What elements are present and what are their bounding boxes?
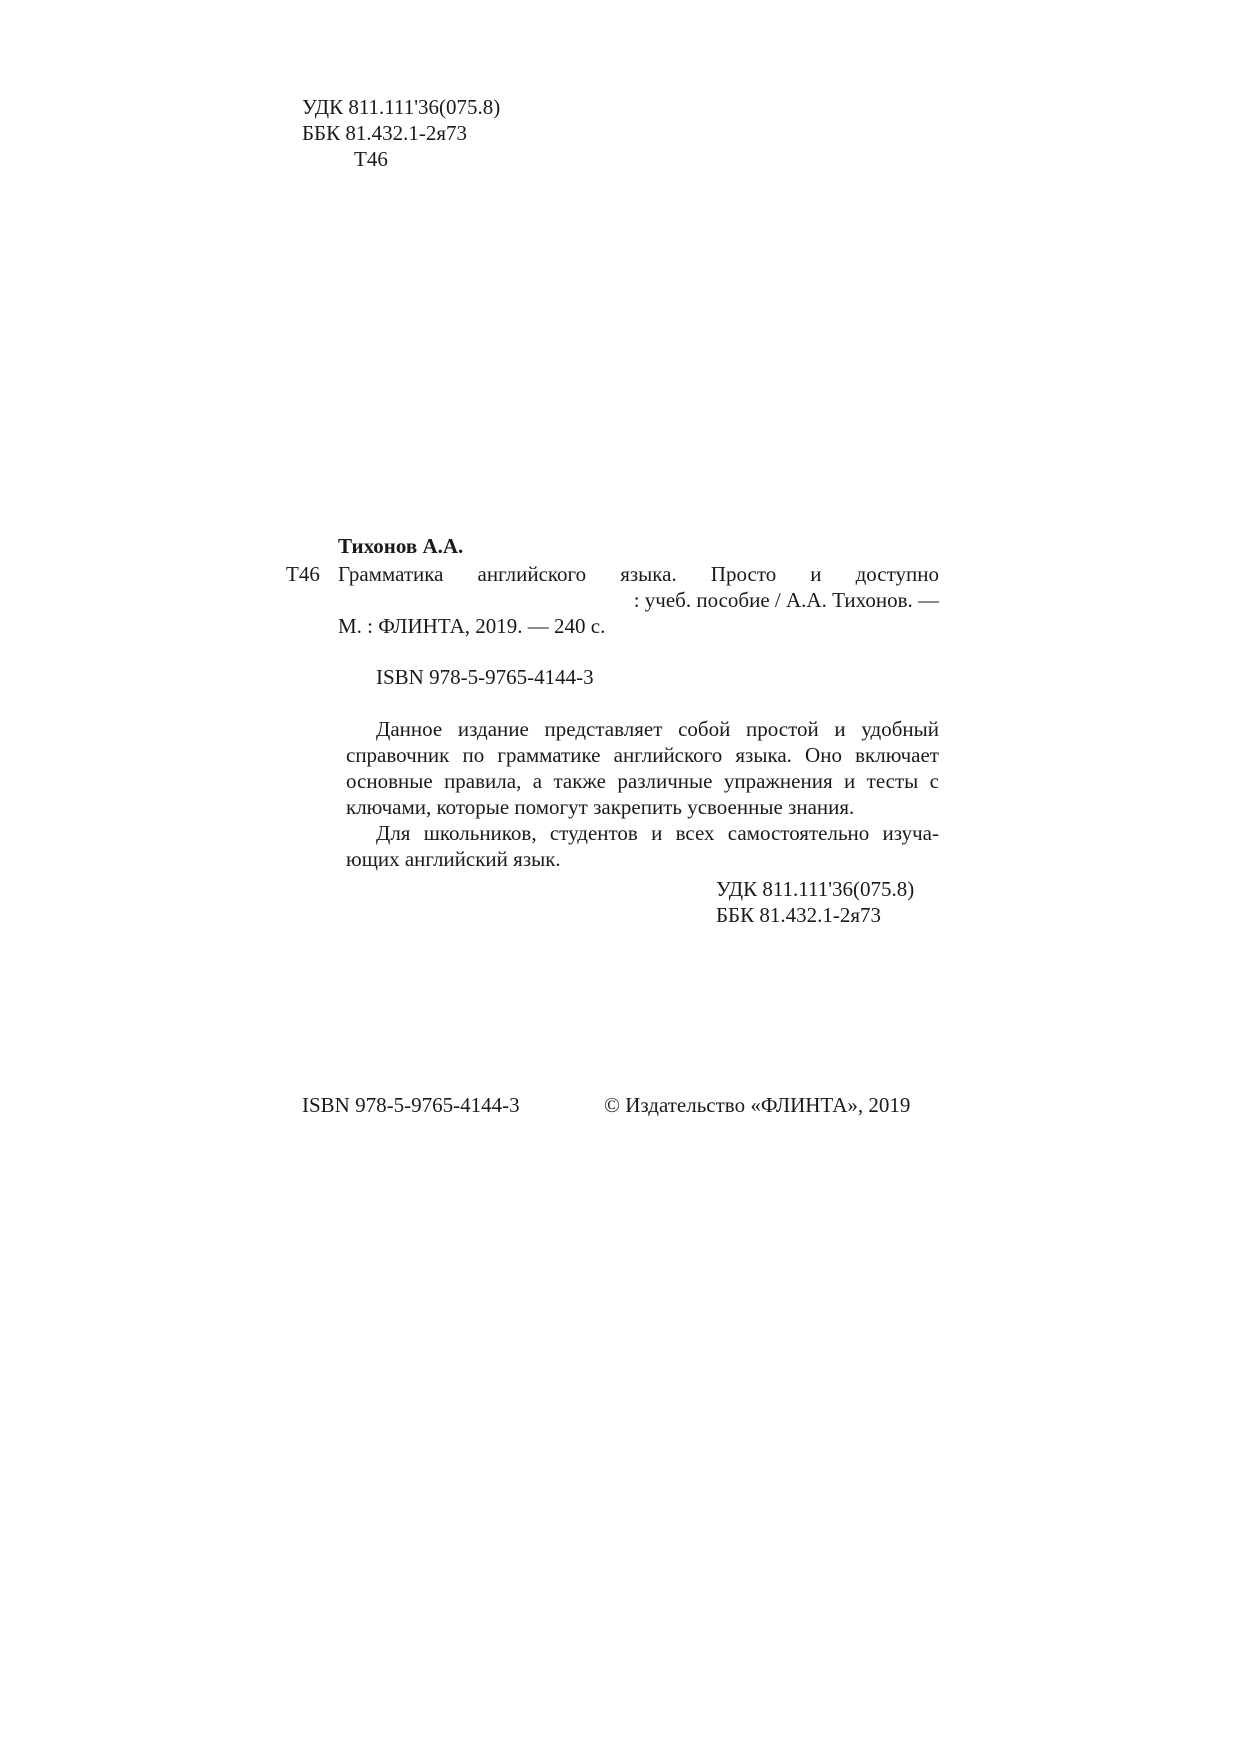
annotation-line: Для школьников, студентов и всех самостоятельно изуча- [376, 821, 939, 845]
annotation-line: Данное издание представляет собой простой и удобный [376, 717, 939, 741]
footer-copyright: © Издательство «ФЛИНТА», 2019 [604, 1093, 911, 1117]
annotation-line: справочник по грамматике английского языка. Оно включает [346, 743, 939, 767]
author-mark-top: Т46 [354, 147, 388, 171]
bibliographic-title [338, 561, 939, 613]
bbk-code-top: ББК 81.432.1-2я73 [302, 121, 468, 145]
bbk-code-bottom: ББК 81.432.1-2я73 [716, 903, 882, 927]
author-mark: Т46 [286, 562, 320, 586]
publication-info: М. : ФЛИНТА, 2019. — 240 с. [338, 614, 606, 638]
isbn-record: ISBN 978-5-9765-4144-3 [376, 665, 594, 689]
udk-code-top: УДК 811.111'36(075.8) [302, 95, 501, 119]
author-name: Тихонов А.А. [338, 534, 464, 558]
title-line-1: Грамматика английского языка. Просто и доступно [338, 562, 939, 586]
annotation [346, 716, 939, 872]
footer-isbn: ISBN 978-5-9765-4144-3 [302, 1093, 520, 1117]
title-line-2: : учеб. пособие / А.А. Тихонов. — [633, 588, 939, 612]
annotation-line: ключами, которые помогут закрепить усвоенные знания. [346, 795, 855, 819]
annotation-line: ющих английский язык. [346, 847, 561, 871]
annotation-line: основные правила, а также различные упражнения и тесты с [346, 769, 939, 793]
udk-code-bottom: УДК 811.111'36(075.8) [716, 877, 915, 901]
